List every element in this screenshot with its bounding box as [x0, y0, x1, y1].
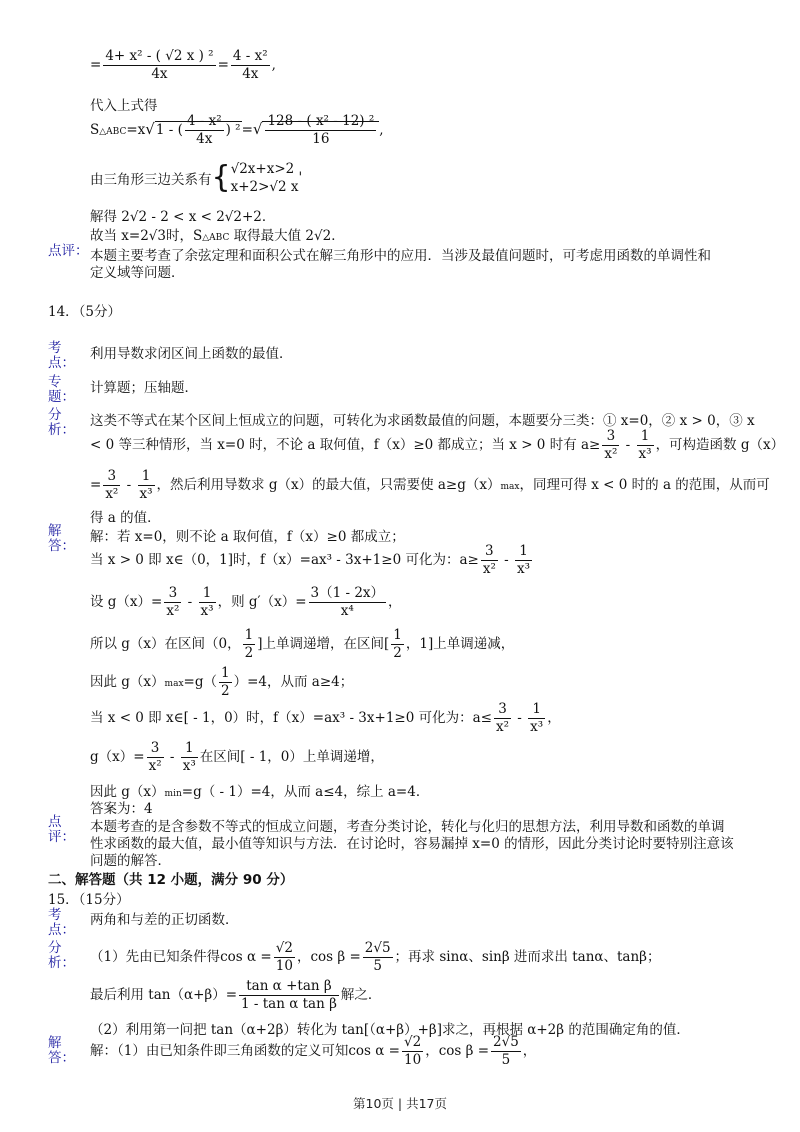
text-line-5: 解得 2√2 - 2 < x < 2√2+2． — [90, 209, 276, 225]
text-line-22: g（x）= $\frac{3}{\text{x²}}$ - $\frac{1}{\text{x³}}$ 在区间[ - 1，0）上单调递增， — [90, 740, 384, 774]
label-zhuanti: 专 题： — [48, 374, 75, 405]
fraction: $\frac{3}{\text{x²}}$ — [166, 585, 180, 619]
text-line-19: 所以 g（x）在区间（0， $\frac{1}{2}$ ]上单调递增，在区间[ $\frac{1}{2}$ ，1]上单调递减， — [90, 627, 515, 661]
fraction: $\frac{3(1 - 2x)}{\text{x⁴}}$ — [310, 585, 385, 619]
fraction: $\frac{3}{\text{x²}}$ — [604, 428, 618, 462]
label-jieda-3: 解 答： — [48, 1035, 75, 1066]
label-jieda: 解 答： — [48, 523, 75, 554]
fraction: $\frac{√2}{10}$ — [275, 940, 293, 974]
fraction: $\frac{3}{\text{x²}}$ — [495, 701, 509, 735]
section-heading: 二、解答题（共 12 小题，满分 90 分） — [48, 872, 294, 888]
text-line-12: 这类不等式在某个区间上恒成立的问题，可转化为求函数最值的问题，本题要分三类：① x=0，② x > 0，③ x — [90, 413, 755, 429]
fraction: $\frac{\text{4 - x²}}{4x}$ — [232, 48, 268, 82]
fraction: $\frac{1}{\text{x³}}$ — [638, 428, 652, 462]
text-line-16: 解：若 x=0，则不论 a 取何值，f（x）≥0 都成立； — [90, 529, 405, 545]
fraction: $\frac{√2}{10}$ — [403, 1034, 422, 1068]
fraction: $\frac{1}{\text{x³}}$ — [200, 585, 214, 619]
text-line-27: 问题的解答． — [90, 853, 171, 869]
text-line-7: 本题主要考查了余弦定理和面积公式在解三角形中的应用．当涉及最值问题时，可考虑用函数的单调性和 — [90, 248, 711, 264]
fraction: $\frac{1}{2}$ — [393, 627, 402, 661]
text-line-18: 设 g（x）= $\frac{3}{\text{x²}}$ - $\frac{1}{\text{x³}}$ ，则 g′（x）= $\frac{3(1 - 2x)}{\text{x⁴}}$ ， — [90, 585, 402, 619]
fraction: $\frac{1}{\text{x³}}$ — [182, 740, 196, 774]
question-14-header: 14．（5分） — [48, 304, 122, 320]
fraction: $\frac{\text{4 - x²}}{4x}$ — [186, 113, 222, 147]
fraction: $\frac{1}{2}$ — [244, 627, 254, 661]
label-kaodian-3: 考 点： — [48, 907, 75, 938]
fraction: $\frac{2√5}{5}$ — [493, 1034, 519, 1068]
text-line-13: < 0 等三种情形，当 x=0 时，不论 a 取何值，f（x）≥0 都成立；当 x > 0 时有 a≥ $\frac{3}{\text{x²}}$ - $\frac{1}{\text{x³}}$ ，可构造函数 g（x） — [90, 428, 785, 462]
fraction: $\frac{3}{\text{x²}}$ — [482, 543, 496, 577]
fraction: $\frac{1}{\text{x³}}$ — [530, 701, 544, 735]
label-dianping: 点评： — [48, 243, 89, 259]
equation-line-3: S△ABC=x√1 - ( $\frac{\text{4 - x²}}{4x}$ ) ²=√ $\frac{\text{128 - ( x² - 12) ²}}{16}$ , — [90, 113, 384, 147]
text-line-10: 利用导数求闭区间上函数的最值． — [90, 346, 293, 362]
fraction: $\frac{\text{tan α +tan β}}{\text{1 - tan α tan β}}$ — [241, 978, 337, 1012]
equation-line-1 — [90, 48, 276, 83]
text-line-8: 定义域等问题． — [90, 265, 185, 281]
text: = — [90, 57, 102, 73]
text: = — [217, 57, 229, 73]
text-line-30: 两角和与差的正切函数． — [90, 912, 239, 928]
text-line-33: （2）利用第一问把 tan（α+2β）转化为 tan[（α+β）+β]求之，再根据 α+2β 的范围确定角的值． — [90, 1022, 690, 1038]
text-line-2: 代入上式得 — [90, 98, 158, 114]
text-line-15: 得 a 的值． — [90, 510, 161, 526]
text-line-14: = $\frac{3}{\text{x²}}$ - $\frac{1}{\text{x³}}$ ，然后利用导数求 g（x）的最大值，只需要使 a≥g（x）max，同理可得 x < 0 时的 a 的范围，从而可 — [90, 468, 770, 502]
equation-system: 由三角形三边关系有{ √2x+x>2 x+2>√2 x ' — [90, 160, 303, 195]
fraction: $\frac{1}{\text{x³}}$ — [139, 468, 153, 502]
text-line-24: 答案为：4 — [90, 801, 153, 817]
fraction: $\frac{1}{2}$ — [221, 665, 230, 699]
fraction: $\frac{\text{128 - ( x² - 12) ²}}{16}$ — [267, 113, 375, 147]
text-line-26: 性求函数的最大值，最小值等知识与方法．在讨论时，容易漏掉 x=0 的情形，因此分类讨论时要特别注意该 — [90, 836, 734, 852]
fraction: $\frac{2√5}{5}$ — [364, 940, 391, 974]
text-line-23: 因此 g（x）min=g（ - 1）=4，从而 a≤4，综上 a=4． — [90, 784, 430, 800]
text-line-34: 解：（1）由已知条件即三角函数的定义可知cos α = $\frac{√2}{10}$ ，cos β = $\frac{2√5}{5}$ ， — [90, 1034, 537, 1068]
text: , — [271, 57, 276, 73]
text-line-6: 故当 x=2√3时，S△ABC 取得最大值 2√2． — [90, 228, 345, 244]
page-footer: 第10页 | 共17页 — [353, 1096, 447, 1111]
text-line-17: 当 x > 0 即 x∈（0，1]时，f（x）=ax³ - 3x+1≥0 可化为：a≥ $\frac{3}{\text{x²}}$ - $\frac{1}{\text{x³}}$ — [90, 543, 531, 577]
fraction: $\frac{\text{4+ x² - ( √2 x ) ²}}{4x}$ — [105, 48, 214, 82]
label-kaodian: 考 点： — [48, 340, 75, 371]
label-dianping-2: 点 评： — [48, 814, 75, 845]
text-line-31: （1）先由已知条件得cos α = $\frac{√2}{10}$ ，cos β = $\frac{2√5}{5}$ ；再求 sinα、sinβ 进而求出 tanα、tanβ； — [90, 940, 661, 974]
label-fenxi-3: 分 析： — [48, 940, 75, 971]
text-line-11: 计算题；压轴题． — [90, 380, 198, 396]
fraction: $\frac{3}{\text{x²}}$ — [148, 740, 162, 774]
text-line-20: 因此 g（x）max=g（ $\frac{1}{2}$ ）=4，从而 a≥4； — [90, 665, 354, 699]
text-line-32: 最后利用 tan（α+β）= $\frac{\text{tan α +tan β}}{\text{1 - tan α tan β}}$ 解之． — [90, 978, 382, 1012]
fraction: $\frac{1}{\text{x³}}$ — [517, 543, 531, 577]
fraction: $\frac{3}{\text{x²}}$ — [105, 468, 119, 502]
question-15-header: 15．（15分） — [48, 892, 130, 908]
text-line-21: 当 x < 0 即 x∈[ - 1，0）时，f（x）=ax³ - 3x+1≥0 可化为：a≤ $\frac{3}{\text{x²}}$ - $\frac{1}{\text{x³}}$ ， — [90, 701, 561, 735]
label-fenxi: 分 析： — [48, 407, 75, 438]
text-line-25: 本题考查的是含参数不等式的恒成立问题，考查分类讨论，转化与化归的思想方法，利用导数和函数的单调 — [90, 819, 725, 835]
